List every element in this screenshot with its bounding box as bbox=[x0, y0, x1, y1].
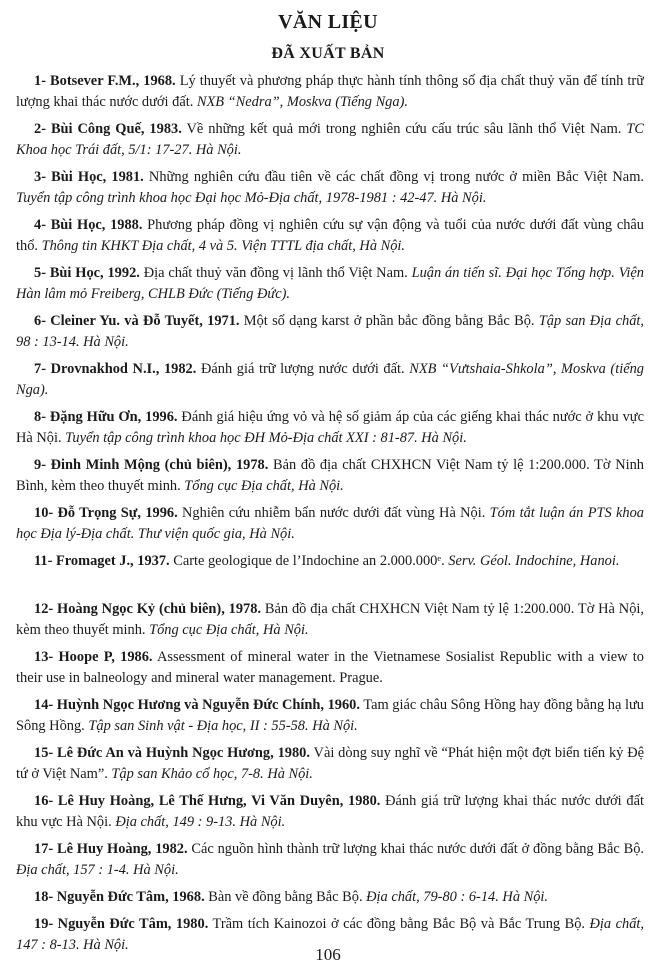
reference-item bbox=[16, 311, 644, 353]
reference-item bbox=[16, 791, 644, 833]
reference-source: Tổng cục Địa chất, Hà Nội. bbox=[184, 478, 344, 494]
reference-source: NXB “Nedra”, Moskva (Tiếng Nga). bbox=[196, 94, 408, 110]
reference-source: Địa chất, 149 : 9-13. Hà Nội. bbox=[115, 814, 286, 830]
reference-source: Tóm tắt luận án PTS khoa học Địa lý-Địa chất. Thư viện quốc gia, Hà Nội. bbox=[16, 505, 644, 542]
reference-item bbox=[16, 887, 644, 908]
reference-text: Bàn về đồng bằng Bắc Bộ. bbox=[204, 889, 367, 905]
reference-text: Những nghiên cứu đầu tiên về các chất đồng vị trong nước ở miền Bắc Việt Nam. bbox=[143, 169, 644, 185]
reference-item bbox=[16, 551, 644, 593]
reference-author: 3- Bùi Học, 1981. bbox=[34, 169, 144, 185]
reference-author: 2- Bùi Công Quế, 1983. bbox=[34, 121, 182, 137]
reference-text: Assessment of mineral water in the Vietnamese Sosialist Republic with a view to their use in balneology and mineral water management. Prague. bbox=[16, 649, 644, 686]
reference-author: 1- Botsever F.M., 1968. bbox=[34, 73, 176, 89]
reference-source: TC Khoa học Trái đất, 5/1: 17-27. Hà Nội. bbox=[16, 121, 644, 158]
reference-source: Địa chất, 79-80 : 6-14. Hà Nội. bbox=[366, 889, 549, 905]
reference-item bbox=[16, 359, 644, 401]
reference-author: 12- Hoàng Ngọc Kỷ (chủ biên), 1978. bbox=[34, 601, 262, 617]
reference-item bbox=[16, 839, 644, 881]
reference-source: Thông tin KHKT Địa chất, 4 và 5. Viện TTTL địa chất, Hà Nội. bbox=[41, 238, 405, 254]
reference-text: Về những kết quả mới trong nghiên cứu cấu trúc sâu lãnh thổ Việt Nam. bbox=[181, 121, 627, 137]
reference-source: Luận án tiến sĩ. Đại học Tổng hợp. Viện Hàn lâm mỏ Freiberg, CHLB Đức (Tiếng Đức). bbox=[16, 265, 644, 302]
reference-author: 15- Lê Đức An và Huỳnh Ngọc Hương, 1980. bbox=[34, 745, 310, 761]
reference-source: Tập san Sinh vật - Địa học, II : 55-58. Hà Nội. bbox=[88, 718, 358, 734]
reference-author: 8- Đặng Hữu Ơn, 1996. bbox=[34, 409, 178, 425]
reference-text: Đánh giá trữ lượng khai thác nước dưới đất khu vực Hà Nội. bbox=[16, 793, 644, 830]
reference-item bbox=[16, 167, 644, 209]
reference-text: Trầm tích Kainozoi ở các đồng bằng Bắc Bộ và Bắc Trung Bộ. bbox=[208, 916, 590, 932]
reference-item bbox=[16, 71, 644, 113]
reference-source: Tập san Khảo cổ học, 7-8. Hà Nội. bbox=[111, 766, 313, 782]
reference-text: Địa chất thuỷ văn đồng vị lãnh thổ Việt Nam. bbox=[139, 265, 412, 281]
reference-item bbox=[16, 647, 644, 689]
reference-author: 9- Đinh Minh Mộng (chủ biên), 1978. bbox=[34, 457, 269, 473]
reference-text: Bản đồ địa chất CHXHCN Việt Nam tỷ lệ 1:200.000. Tờ Hà Nội, kèm theo thuyết minh. bbox=[16, 601, 644, 638]
reference-author: 19- Nguyễn Đức Tâm, 1980. bbox=[34, 916, 209, 932]
page-subheading: ĐÃ XUẤT BẢN bbox=[271, 45, 385, 62]
reference-list bbox=[16, 71, 644, 962]
reference-source: Tuyển tập công trình khoa học ĐH Mỏ-Địa chất XXI : 81-87. Hà Nội. bbox=[65, 430, 467, 446]
reference-text: Đánh giá trữ lượng nước dưới đất. bbox=[196, 361, 410, 377]
reference-author: 4- Bùi Học, 1988. bbox=[34, 217, 143, 233]
reference-item bbox=[16, 455, 644, 497]
reference-source: Địa chất, 147 : 8-13. Hà Nội. bbox=[16, 916, 644, 953]
reference-author: 11- Fromaget J., 1937. bbox=[34, 553, 170, 569]
reference-item bbox=[16, 743, 644, 785]
reference-item bbox=[16, 599, 644, 641]
reference-author: 17- Lê Huy Hoàng, 1982. bbox=[34, 841, 188, 857]
reference-text: Bản đồ địa chất CHXHCN Việt Nam tỷ lệ 1:200.000. Tờ Ninh Bình, kèm theo thuyết minh. bbox=[16, 457, 644, 494]
reference-author: 5- Bùi Học, 1992. bbox=[34, 265, 140, 281]
reference-item bbox=[16, 263, 644, 305]
reference-text: Đánh giá hiệu ứng vỏ và hệ số giảm áp của các giếng khai thác nước ở khu vực Hà Nội. bbox=[16, 409, 644, 446]
reference-source: NXB “Vưtshaia-Shkola”, Moskva (tiếng Nga). bbox=[16, 361, 644, 398]
reference-source: Serv. Géol. Indochine, Hanoi. bbox=[448, 553, 620, 569]
reference-item bbox=[16, 503, 644, 545]
reference-item bbox=[16, 695, 644, 737]
reference-item bbox=[16, 215, 644, 257]
reference-author: 6- Cleiner Yu. và Đỗ Tuyết, 1971. bbox=[34, 313, 240, 329]
reference-text: Vài dòng suy nghĩ về “Phát hiện một đợt biển tiến kỷ Đệ tứ ở Việt Nam”. bbox=[16, 745, 644, 782]
reference-author: 14- Huỳnh Ngọc Hương và Nguyễn Đức Chính, 1960. bbox=[34, 697, 360, 713]
reference-author: 7- Drovnakhod N.I., 1982. bbox=[34, 361, 197, 377]
reference-text: Lý thuyết và phương pháp thực hành tính thông số địa chất thuỷ văn để tính trữ lượng khai thác nước dưới đất. bbox=[16, 73, 644, 110]
reference-source: Tuyển tập công trình khoa học Đại học Mỏ-Địa chất, 1978-1981 : 42-47. Hà Nội. bbox=[16, 190, 487, 206]
reference-text: Phương pháp đồng vị nghiên cứu sự vận động và tuổi của nước dưới đất vùng châu thổ. bbox=[16, 217, 644, 254]
reference-text: Carte geologique de l’Indochine an 2.000.000ᵉ. bbox=[169, 553, 449, 569]
reference-author: 16- Lê Huy Hoàng, Lê Thế Hưng, Vi Văn Duyên, 1980. bbox=[34, 793, 381, 809]
reference-author: 10- Đỗ Trọng Sự, 1996. bbox=[34, 505, 178, 521]
reference-source: Tập san Địa chất, 98 : 13-14. Hà Nội. bbox=[16, 313, 644, 350]
reference-item bbox=[16, 119, 644, 161]
reference-source: Tổng cục Địa chất, Hà Nội. bbox=[149, 622, 309, 638]
reference-author: 13- Hoope P, 1986. bbox=[34, 649, 153, 665]
reference-text: Nghiên cứu nhiễm bẩn nước dưới đất vùng Hà Nội. bbox=[177, 505, 490, 521]
reference-source: Địa chất, 157 : 1-4. Hà Nội. bbox=[16, 862, 179, 878]
reference-text: Tam giác châu Sông Hồng hay đồng bằng hạ lưu Sông Hồng. bbox=[16, 697, 644, 734]
page-number: 106 bbox=[315, 945, 341, 964]
reference-item bbox=[16, 407, 644, 449]
reference-author: 18- Nguyễn Đức Tâm, 1968. bbox=[34, 889, 205, 905]
page-heading: VĂN LIỆU bbox=[278, 11, 378, 33]
reference-text: Một số dạng karst ở phần bắc đồng bằng Bắc Bộ. bbox=[239, 313, 539, 329]
reference-text: Các nguồn hình thành trữ lượng khai thác nước dưới đất ở đồng bằng Bắc Bộ. bbox=[187, 841, 644, 857]
